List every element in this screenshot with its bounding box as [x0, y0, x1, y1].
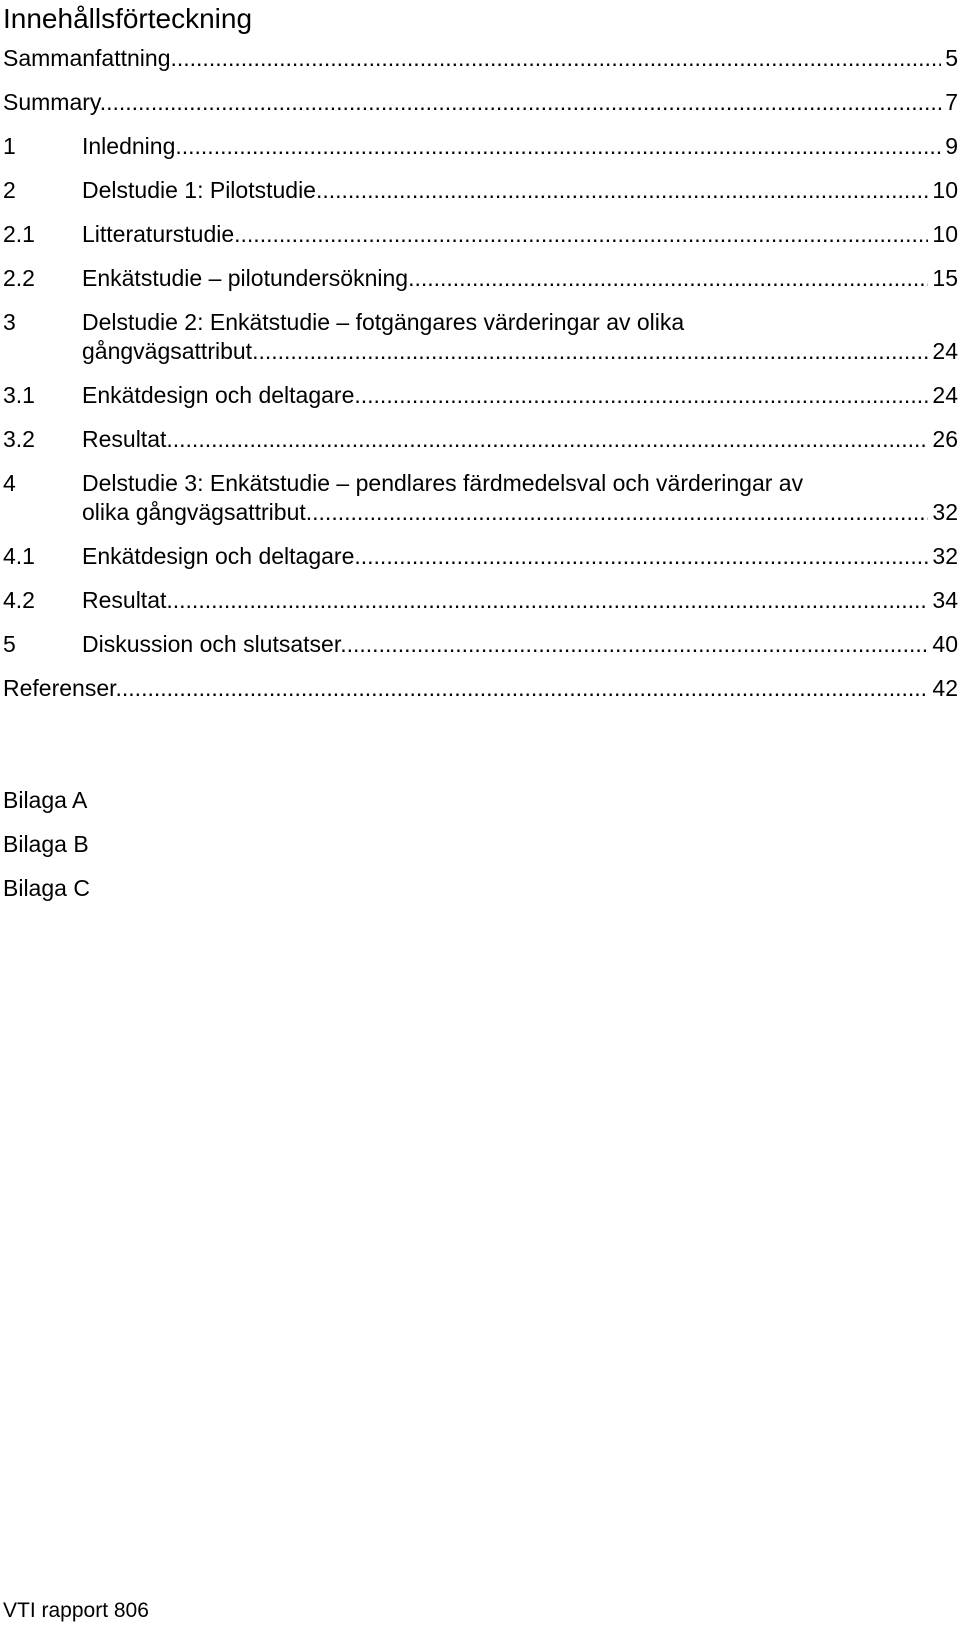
- toc-entry-2-1[interactable]: [3, 220, 958, 249]
- toc-entry-title: Summary: [3, 89, 100, 115]
- toc-entry-page: 5: [945, 45, 958, 71]
- toc-entry-5[interactable]: [3, 630, 958, 659]
- leader-dots: [354, 543, 928, 569]
- toc-entry-number: 2: [3, 177, 16, 203]
- toc-entry-title-line2: gångvägsattribut: [82, 338, 253, 364]
- toc-entry-number: 2.1: [3, 221, 35, 247]
- toc-entry-title: Resultat: [82, 587, 167, 613]
- toc-entry-title: Sammanfattning: [3, 45, 171, 71]
- appendix-c[interactable]: Bilaga C: [3, 875, 90, 901]
- toc-entry-2[interactable]: [3, 176, 958, 205]
- leader-dots: [175, 133, 941, 159]
- leader-dots: [166, 587, 928, 613]
- toc-entry-title-line1: Delstudie 3: Enkätstudie – pendlares färdmedelsval och värderingar av: [82, 470, 804, 496]
- toc-entry-1[interactable]: [3, 132, 958, 161]
- toc-entry-title: Resultat: [82, 426, 167, 452]
- toc-entry-title: Litteraturstudie: [82, 221, 235, 247]
- toc-entry-number: 2.2: [3, 265, 35, 291]
- toc-entry-number: 3.2: [3, 426, 35, 452]
- toc-entry-3[interactable]: [3, 308, 958, 366]
- toc-entry-page: 32: [932, 543, 958, 569]
- toc-entry-page: 10: [932, 177, 958, 203]
- appendix-b[interactable]: Bilaga B: [3, 831, 89, 857]
- appendix-a[interactable]: Bilaga A: [3, 787, 88, 813]
- toc-entry-page: 40: [932, 631, 958, 657]
- toc-entry-title-line1: Delstudie 2: Enkätstudie – fotgängares värderingar av olika: [82, 309, 685, 335]
- leader-dots: [340, 631, 928, 657]
- toc-entry-page: 7: [945, 89, 958, 115]
- leader-dots: [354, 382, 928, 408]
- toc-entry-sammanfattning[interactable]: [3, 44, 958, 73]
- toc-entry-title: Enkätdesign och deltagare: [82, 543, 355, 569]
- leader-dots: [100, 89, 942, 115]
- toc-entry-3-2[interactable]: [3, 425, 958, 454]
- leader-dots: [306, 499, 929, 525]
- leader-dots: [116, 675, 929, 701]
- toc-entry-referenser[interactable]: [3, 674, 958, 703]
- toc-entry-title: Enkätstudie – pilotundersökning: [82, 265, 409, 291]
- toc-entry-page: 26: [932, 426, 958, 452]
- toc-entry-number: 4: [3, 470, 16, 496]
- toc-entry-number: 3.1: [3, 382, 35, 408]
- toc-entry-number: 1: [3, 133, 16, 159]
- toc-entry-title-line2: olika gångvägsattribut: [82, 499, 306, 525]
- leader-dots: [234, 221, 928, 247]
- toc-entry-title: Delstudie 1: Pilotstudie: [82, 177, 316, 203]
- leader-dots: [316, 177, 928, 203]
- table-of-contents: [3, 44, 958, 718]
- toc-entry-title: Referenser: [3, 675, 116, 701]
- toc-entry-4-2[interactable]: [3, 586, 958, 615]
- toc-entry-title: Enkätdesign och deltagare: [82, 382, 355, 408]
- toc-entry-page: 24: [932, 382, 958, 408]
- toc-entry-3-1[interactable]: [3, 381, 958, 410]
- report-footer: VTI rapport 806: [3, 1599, 149, 1622]
- leader-dots: [408, 265, 928, 291]
- leader-dots: [166, 426, 928, 452]
- toc-entry-page: 32: [932, 499, 958, 525]
- toc-entry-page: 24: [932, 338, 958, 364]
- page-title: Innehållsförteckning: [3, 3, 253, 34]
- toc-entry-page: 10: [932, 221, 958, 247]
- toc-entry-title: Inledning: [82, 133, 176, 159]
- toc-entry-number: 4.1: [3, 543, 35, 569]
- toc-entry-number: 3: [3, 309, 16, 335]
- toc-entry-page: 34: [932, 587, 958, 613]
- toc-entry-page: 42: [932, 675, 958, 701]
- toc-entry-number: 5: [3, 631, 16, 657]
- toc-entry-4-1[interactable]: [3, 542, 958, 571]
- toc-entry-2-2[interactable]: [3, 264, 958, 293]
- toc-entry-number: 4.2: [3, 587, 35, 613]
- toc-entry-page: 9: [945, 133, 958, 159]
- leader-dots: [252, 338, 928, 364]
- toc-entry-summary[interactable]: [3, 88, 958, 117]
- toc-entry-4[interactable]: [3, 469, 958, 527]
- leader-dots: [170, 45, 941, 71]
- toc-entry-title: Diskussion och slutsatser: [82, 631, 341, 657]
- toc-entry-page: 15: [932, 265, 958, 291]
